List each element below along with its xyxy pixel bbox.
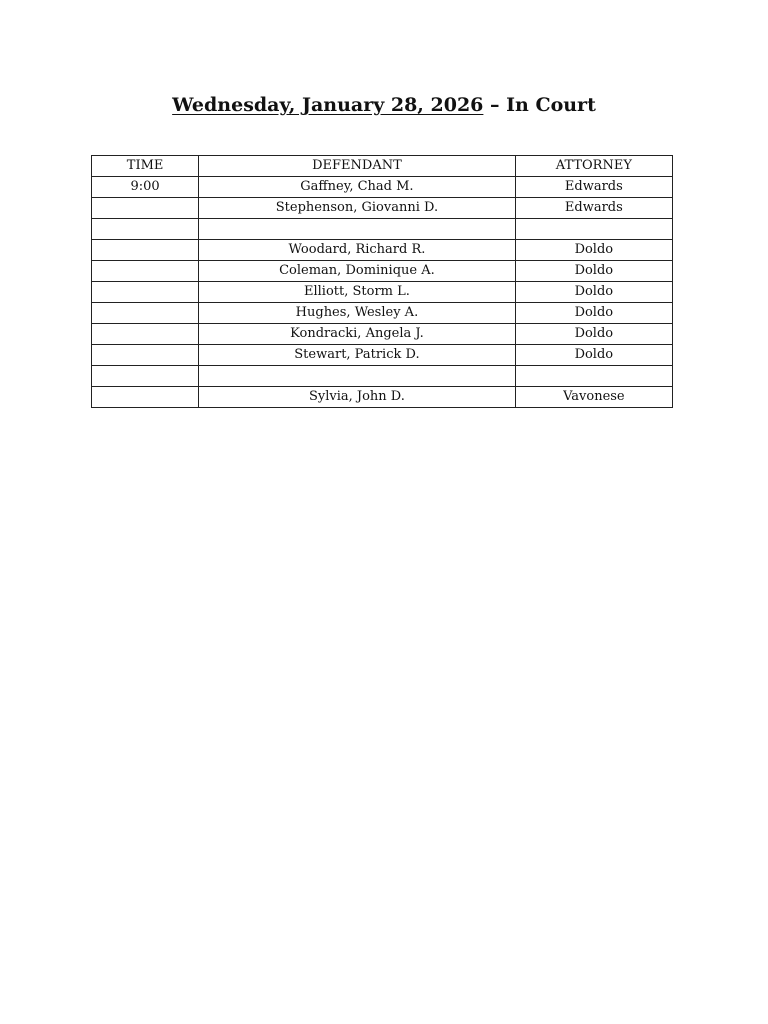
- header-row: [92, 156, 673, 177]
- attorney-cell: Doldo: [515, 240, 672, 261]
- defendant-cell: [199, 366, 516, 387]
- defendant-cell: Coleman, Dominique A.: [199, 261, 516, 282]
- table-row: [92, 366, 673, 387]
- time-cell: [92, 282, 199, 303]
- time-cell: [92, 387, 199, 408]
- attorney-cell: [515, 366, 672, 387]
- time-cell: [92, 345, 199, 366]
- table-row: [92, 345, 673, 366]
- defendant-cell: Gaffney, Chad M.: [199, 177, 516, 198]
- attorney-cell: Doldo: [515, 282, 672, 303]
- time-cell: 9:00: [92, 177, 199, 198]
- defendant-cell: Hughes, Wesley A.: [199, 303, 516, 324]
- table-row: [92, 261, 673, 282]
- attorney-cell: Doldo: [515, 345, 672, 366]
- time-cell: [92, 240, 199, 261]
- time-column-header: TIME: [92, 156, 199, 177]
- defendant-cell: Kondracki, Angela J.: [199, 324, 516, 345]
- defendant-cell: Stewart, Patrick D.: [199, 345, 516, 366]
- court-schedule-table: [91, 155, 673, 408]
- table-row: [92, 177, 673, 198]
- table-row: [92, 240, 673, 261]
- page-title: [0, 92, 768, 118]
- table-row: [92, 198, 673, 219]
- court-session-label: – In Court: [483, 94, 596, 116]
- attorney-cell: Vavonese: [515, 387, 672, 408]
- table-row: [92, 387, 673, 408]
- defendant-cell: Stephenson, Giovanni D.: [199, 198, 516, 219]
- time-cell: [92, 261, 199, 282]
- defendant-column-header: DEFENDANT: [199, 156, 516, 177]
- attorney-cell: Doldo: [515, 261, 672, 282]
- defendant-cell: Woodard, Richard R.: [199, 240, 516, 261]
- attorney-cell: Doldo: [515, 324, 672, 345]
- time-cell: [92, 303, 199, 324]
- table-row: [92, 282, 673, 303]
- attorney-cell: Edwards: [515, 177, 672, 198]
- table-row: [92, 324, 673, 345]
- attorney-cell: Doldo: [515, 303, 672, 324]
- defendant-cell: [199, 219, 516, 240]
- table-row: [92, 303, 673, 324]
- attorney-cell: [515, 219, 672, 240]
- time-cell: [92, 219, 199, 240]
- defendant-cell: Sylvia, John D.: [199, 387, 516, 408]
- defendant-cell: Elliott, Storm L.: [199, 282, 516, 303]
- time-cell: [92, 366, 199, 387]
- court-date: Wednesday, January 28, 2026: [172, 94, 484, 116]
- time-cell: [92, 324, 199, 345]
- attorney-column-header: ATTORNEY: [515, 156, 672, 177]
- table-row: [92, 219, 673, 240]
- attorney-cell: Edwards: [515, 198, 672, 219]
- time-cell: [92, 198, 199, 219]
